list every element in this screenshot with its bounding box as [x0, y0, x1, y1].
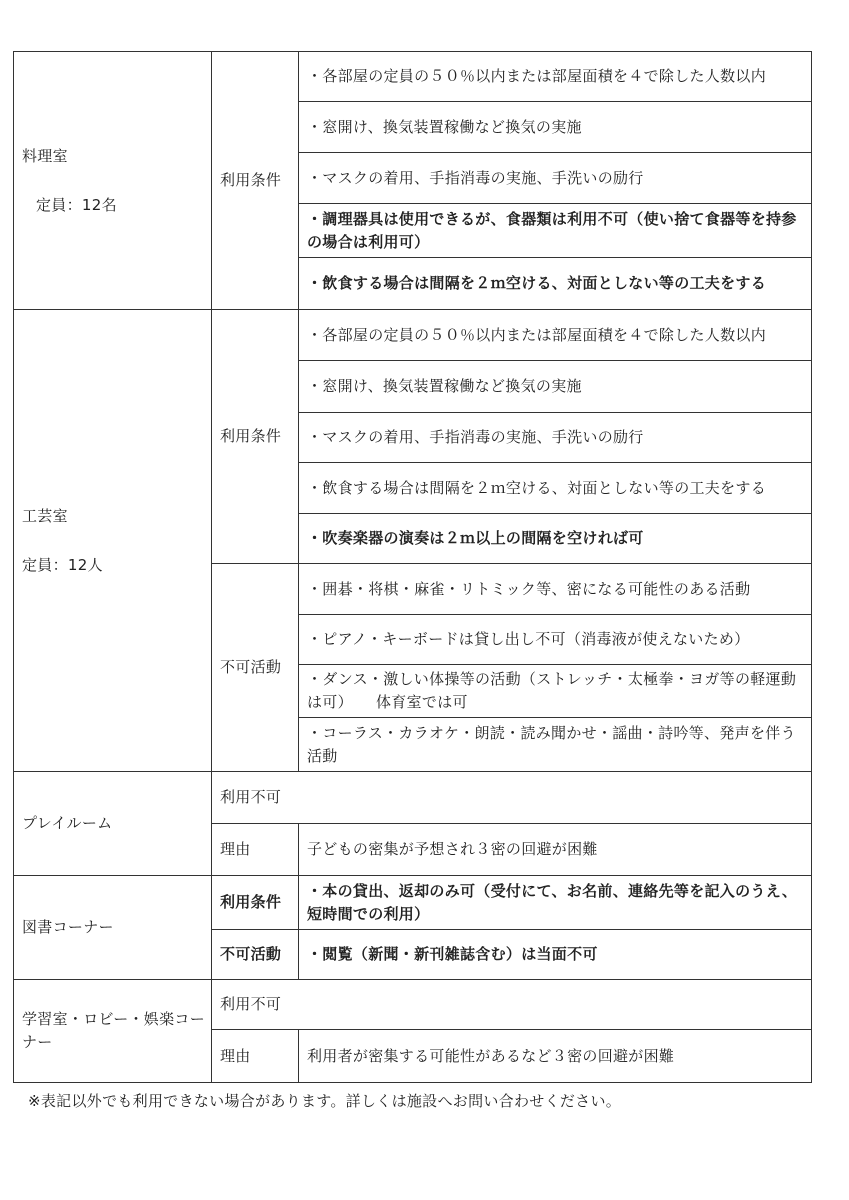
facility-usage-table — [13, 51, 812, 1083]
prohibited-label: 不可活動 — [212, 930, 299, 980]
reason-text: 子どもの密集が予想され３密の回避が困難 — [299, 824, 812, 876]
prohibited-item: ・囲碁・将棋・麻雀・リトミック等、密になる可能性のある活動 — [299, 564, 812, 615]
room-cell-library — [14, 876, 212, 980]
table-row — [14, 876, 812, 930]
room-capacity: 定員：12人 — [22, 555, 103, 574]
condition-item: ・飲食する場合は間隔を２ｍ空ける、対面としない等の工夫をする — [299, 463, 812, 514]
room-cell-cooking — [14, 52, 212, 310]
condition-item: ・窓開け、換気装置稼働など換気の実施 — [299, 361, 812, 413]
condition-item: ・窓開け、換気装置稼働など換気の実施 — [299, 102, 812, 153]
room-capacity: 定員：12名 — [36, 195, 117, 214]
prohibited-label: 不可活動 — [212, 564, 299, 772]
reason-label: 理由 — [212, 824, 299, 876]
conditions-label: 利用条件 — [212, 52, 299, 310]
status-text: 利用不可 — [212, 980, 812, 1030]
condition-item: ・各部屋の定員の５０％以内または部屋面積を４で除した人数以内 — [299, 310, 812, 361]
table-row — [14, 52, 812, 102]
table-row — [14, 772, 812, 824]
condition-item: ・マスクの着用、手指消毒の実施、手洗いの励行 — [299, 153, 812, 204]
status-text: 利用不可 — [212, 772, 812, 824]
prohibited-item: ・ピアノ・キーボードは貸し出し不可（消毒液が使えないため） — [299, 615, 812, 665]
footnote: ※表記以外でも利用できない場合があります。詳しくは施設へお問い合わせください。 — [28, 1092, 622, 1110]
room-cell-playroom — [14, 772, 212, 876]
room-name: プレイルーム — [22, 814, 113, 832]
condition-item: ・調理器具は使用できるが、食器類は利用不可（使い捨て食器等を持参の場合は利用可） — [299, 204, 812, 258]
room-name: 図書コーナー — [22, 918, 114, 936]
condition-item: ・吹奏楽器の演奏は２ｍ以上の間隔を空ければ可 — [299, 514, 812, 564]
condition-item: ・飲食する場合は間隔を２ｍ空ける、対面としない等の工夫をする — [299, 258, 812, 310]
reason-text: 利用者が密集する可能性があるなど３密の回避が困難 — [299, 1030, 812, 1083]
prohibited-item: ・ダンス・激しい体操等の活動（ストレッチ・太極拳・ヨガ等の軽運動は可） 体育室では可 — [299, 665, 812, 718]
condition-item: ・マスクの着用、手指消毒の実施、手洗いの励行 — [299, 413, 812, 463]
reason-label: 理由 — [212, 1030, 299, 1083]
room-name: 料理室 — [22, 146, 68, 165]
condition-item: ・本の貸出、返却のみ可（受付にて、お名前、連絡先等を記入のうえ、短時間での利用） — [299, 876, 812, 930]
room-name: 工芸室 — [22, 506, 68, 525]
room-cell-study — [14, 980, 212, 1083]
conditions-label: 利用条件 — [212, 876, 299, 930]
prohibited-item: ・コーラス・カラオケ・朗読・読み聞かせ・謡曲・詩吟等、発声を伴う活動 — [299, 718, 812, 772]
prohibited-item: ・閲覧（新聞・新刊雑誌含む）は当面不可 — [299, 930, 812, 980]
conditions-label: 利用条件 — [212, 310, 299, 564]
condition-item: ・各部屋の定員の５０％以内または部屋面積を４で除した人数以内 — [299, 52, 812, 102]
table-row — [14, 980, 812, 1030]
table-row — [14, 310, 812, 361]
room-name: 学習室・ロビー・娯楽コーナー — [22, 1010, 206, 1051]
room-cell-craft — [14, 310, 212, 772]
